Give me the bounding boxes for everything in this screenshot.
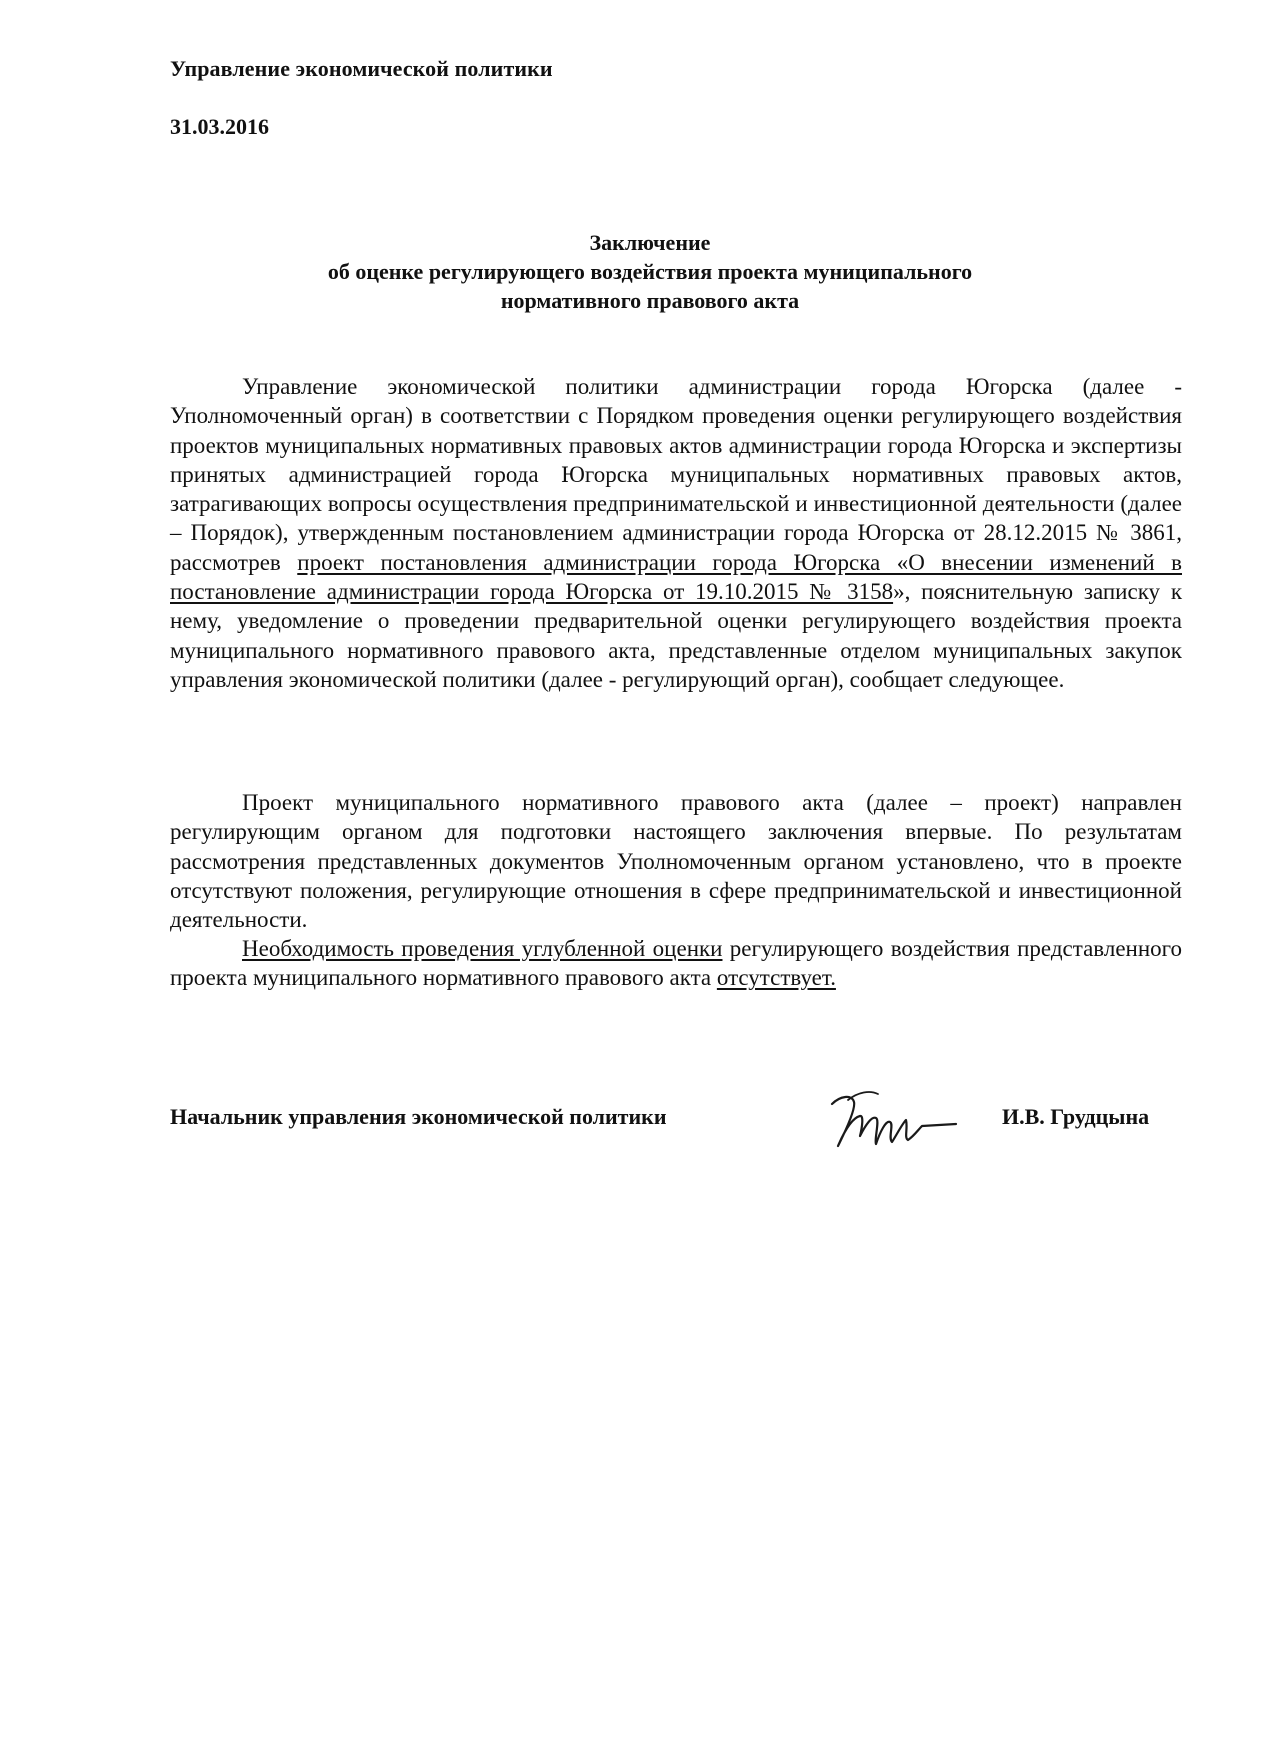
title-line-2: об оценке регулирующего воздействия проекта муниципального — [327, 259, 973, 284]
signatory-name: И.В. Грудцына — [1002, 1104, 1150, 1129]
paragraph-3-underlined-b: отсутствует. — [716, 965, 836, 991]
paragraph-3 — [170, 934, 1182, 993]
paragraph-1-underlined-reference: проект постановления администрации города Югорска «О внесении изменений в постановление администрации города Югорска от 19.10.2015 № 3158 — [170, 549, 1182, 605]
document-date: 31.03.2016 — [170, 114, 269, 139]
paragraph-3-text: регулирующего воздействия представленного проекта муниципального нормативного правового акта — [170, 936, 1182, 991]
title-line-3: нормативного правового акта — [500, 288, 800, 313]
paragraph-1-text-a: Управление экономической политики администрации города Югорска (далее - Уполномоченный орган) в соответствии с Порядком проведения оценки регулирующего воздействия проектов муниципальных нормативных правовых актов администрации города Югорска и экспертизы принятых администрацией города Югорска муниципальных нормативных правовых актов, затрагивающих вопросы осуществления предпринимательской и инвестиционной деятельности (далее – Порядок), утвержденным постановлением администрации города Югорска от 28.12.2015 № 3861, рассмотрев — [170, 374, 1182, 575]
signatory-position: Начальник управления экономической политики — [170, 1104, 667, 1129]
paragraph-1 — [170, 372, 1182, 694]
document-title — [290, 228, 1010, 315]
paragraph-3-underlined-a: Необходимость проведения углубленной оценки — [242, 936, 723, 961]
paragraph-1-text-b: », пояснительную записку к нему, уведомление о проведении предварительной оценки регулирующего воздействия проекта муниципального нормативного правового акта, представленные отделом муниципальных закупок управления экономической политики (далее - регулирующий орган), сообщает следующее. — [170, 579, 1182, 692]
organization-header: Управление экономической политики — [170, 56, 553, 81]
title-line-1: Заключение — [589, 230, 711, 255]
handwritten-signature — [818, 1080, 968, 1160]
signature-row — [170, 1096, 1182, 1176]
paragraph-2: Проект муниципального нормативного правового акта (далее – проект) направлен регулирующим органом для подготовки настоящего заключения впервые. По результатам рассмотрения представленных документов Уполномоченным органом установлено, что в проекте отсутствуют положения, регулирующие отношения в сфере предпринимательской и инвестиционной деятельности. — [170, 790, 1182, 933]
